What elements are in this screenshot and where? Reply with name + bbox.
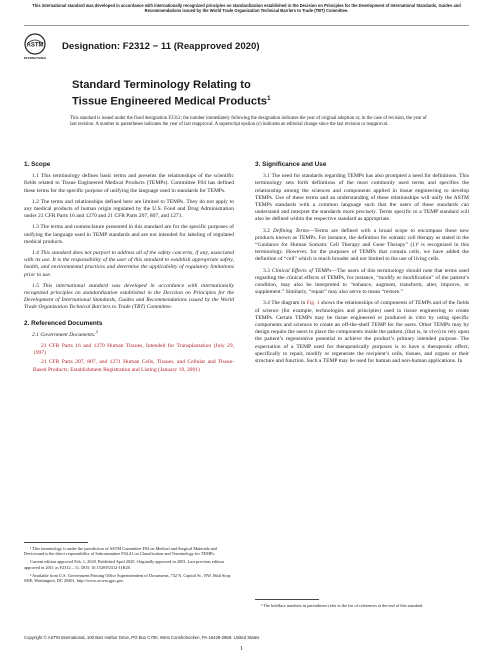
footnote-1-edition: Current edition approved Feb. 1, 2020. Published April 2020. Originally approved in 2003. Last previous edition approved in 2011 as F2312 – 11. DOI: 10.1520/F2312-11R20. (24, 559, 224, 570)
scope-1-1: 1.1 This terminology defines basic terms and presents the relationships of the scientific fields related to Tissue Engineered Medical Products (TEMPs). Committee F04 has defined these terms for the specific purpose of unifying the language used in standards for TEMPs. (24, 173, 234, 194)
document-title (72, 79, 432, 109)
significance-3-2: 3.2 Defining Terms—Terms are defined with a broad scope to encompass these new products known as TEMPs. For instance, the definition for somatic cell therapy as stated in the “Guidance for Human Somatic Cell Therapy and Gene Therapy” (1)³ is recognized in this terminology. However, for the purposes of TEMPs that contain cells, we have added the definition of “cell” which is much broader and not limited to the use of living cells. (255, 227, 469, 263)
gov-docs-footnote-marker: 2 (95, 329, 98, 335)
footnote-rule-left (24, 542, 88, 543)
astm-logo (24, 33, 46, 61)
logo-text: ASTM (26, 42, 44, 49)
scope-1-4: 1.4 This standard does not purport to address all of the safety concerns, if any, associated with its use. It is the responsibility of the user of this standard to establish appropriate safety, health, and environmental practices and determine the applicability of regulatory limitations prior to use. (24, 250, 234, 278)
significance-heading: 3. Significance and Use (255, 161, 327, 168)
footnote-2: ² Available from U.S. Government Printing Office Superintendent of Documents, 732 N. Capitol St., NW, Mail Stop: SDE, Washington, DC 20401, http://www.access.gpo.gov. (24, 572, 232, 584)
logo-subtext: INTERNATIONAL (24, 56, 46, 60)
designation: Designation: F2312 − 11 (Reapproved 2020) (62, 41, 260, 52)
right-footnotes (255, 599, 469, 611)
reference-1-text: Human Tissues, Intended for Transplantation (July 29, 1997) (33, 343, 234, 357)
title-line-2: Tissue Engineered Medical Products (72, 95, 268, 108)
significance-3-4: 3.4 The diagram in Fig. 1 shows the relationships of components of TEMPs and of the fields of science (for example, technologies and principles) used in tissue engineering to create TEMPs. Certain TEMPs may be tissue engineered or produced in vitro by using specific components and sciences to create an off-the-shelf TEMP for the users. Other TEMPs may by design require the users to place the components inside the patient, (that is, in vivo) to rely upon the patient’s regenerative potential to achieve the product’s primary intended purpose. The expectation of a TEMP used for therapeutically purposes is to have a therapeutic effect, specifically to repair, modify or regenerate the recipient’s cells, tissues, and organs or their structure and function. Such a TEMP may be used for human and non-human applications. In (255, 300, 470, 365)
gov-docs-subheading: 2.1 Government Documents: (32, 331, 96, 338)
scope-1-2: 1.2 The terms and relationships defined here are limited to TEMPs. They do not apply to any medical products of human origin regulated by the U.S. Food and Drug Administration under 21 CFR Parts 16 and 1270 and 21 CFR Parts 207, 807, and 1271. (24, 198, 234, 220)
footnote-3: ³ The boldface numbers in parentheses refer to the list of references at the end of this standard. (261, 603, 424, 608)
header-divider (24, 25, 469, 26)
footnote-1: ¹ This terminology is under the jurisdiction of ASTM Committee F04 on Medical and Surgical Materials and Devicesand is the direct responsibility of Subcommittee F04.41 on Classification and Terminology for TEMPs. (24, 546, 217, 557)
title-footnote-marker: 1 (267, 95, 271, 102)
reference-1-link[interactable]: 21 CFR Parts 16 and 1270 (41, 343, 105, 350)
title-line-1: Standard Terminology Relating to (72, 79, 251, 91)
significance-3-3: 3.3 Clinical Effects of TEMPs—The users of this terminology should note that terms used regarding the clinical effects of TEMPs, for instance, “modify or modification” of the patient’s condition, may also be interpreted to “enhance, augment, transform, alter, improve, or supplement.” Similarly, “repair” may also serve to mean “restore.” (255, 267, 470, 296)
reference-2-text: Human Cells, Tissues, and Cellular and Tissue-Based Products; Establishment Registration and Listing (January 19, 2001) (33, 359, 234, 373)
scope-1-3: 1.3 The terms and nomenclature presented in this standard are for the specific purposes of unifying the language used in TEMP standards and are not intended for labeling of regulated medical products. (24, 224, 234, 245)
left-column (24, 161, 234, 376)
significance-3-1: 3.1 The need for standards regarding TEMPs has also prompted a need for definitions. This terminology sets forth definitions of the most commonly used terms and specifies the relationship among the sciences and components applied in tissue engineering to develop TEMPs. Use of these terms and an understanding of these relationships will unify the ASTM TEMPs standards with a common language such that the users of these standards can understand and interpret the standards more precisely. Terms specific to a TEMP standard will also be defined within the respective standard as appropriate. (255, 173, 469, 223)
page-number: 1 (240, 646, 243, 652)
scope-heading: 1. Scope (24, 161, 51, 168)
clinical-effects-label: Clinical Effects of TEMPs (271, 267, 332, 274)
references-heading: 2. Referenced Documents (24, 319, 103, 327)
reference-2-link[interactable]: 21 CFR Parts 207, 807, and 1271 (41, 359, 121, 366)
fig-1-link[interactable]: Fig. 1 (306, 300, 320, 307)
scope-1-5: 1.5 This international standard was developed in accordance with internationally recognized principles on standardization established in the Decision on Principles for the Development of International Standards, Guides and Recommendations issued by the World Trade Organization Technical Barriers to Trade (TBT) Committee. (24, 282, 234, 311)
right-column (255, 161, 469, 369)
tbt-banner: This international standard was developed in accordance with internationally recognized principles on standardization established in the Decision on Principles for the Development of International Standards, Guides and Recommendations issued by the World Trade Organization Technical Barriers to Trade (TBT) Committee. (32, 3, 461, 13)
defining-terms-label: Defining Terms (273, 227, 309, 234)
reference-2 (24, 359, 234, 373)
copyright-footer: Copyright © ASTM International, 100 Barr Harbor Drive, PO Box C700, West Conshohocken, PA 19428-2959. United States (24, 635, 260, 640)
footnote-rule-right (255, 599, 319, 600)
left-footnotes (24, 542, 234, 586)
standard-note: This standard is issued under the fixed designation F2312; the number immediately following the designation indicates the year of original adoption or, in the case of revision, the year of last revision. A number in parentheses indicates the year of last reapproval. A superscript epsilon (ε) indicates an editorial change since the last revision or reapproval. (70, 116, 427, 128)
reference-1 (24, 343, 234, 357)
